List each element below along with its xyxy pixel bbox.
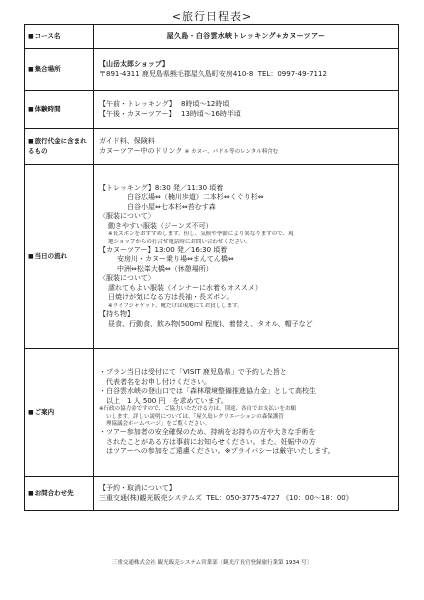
meeting-cell bbox=[94, 49, 399, 91]
note-4-cont-1: されたことがある方は事前にお知らせください。また、妊娠中の方 bbox=[106, 437, 316, 446]
label-meeting-text: 集合場所 bbox=[34, 64, 61, 73]
course-name: 屋久島・白谷雲水峡トレッキング+カヌーツアー bbox=[94, 25, 399, 49]
label-notes-text: ご案内 bbox=[34, 407, 55, 416]
label-time-text: 体験時間 bbox=[34, 104, 61, 113]
row-notes bbox=[25, 349, 399, 477]
meeting-address: 〒891-4311 鹿児島県熊毛郡屋久島町安房410-8 bbox=[99, 69, 254, 78]
outfit-3: 日焼けが気になる方は長袖・長ズボン。 bbox=[108, 293, 234, 302]
fee-line2 bbox=[99, 147, 393, 156]
canoe-route-2: 中洲⇔松峯大橋⇔（休憩場所） bbox=[117, 264, 213, 273]
trek-route-2: 白谷小屋⇔七本杉⇔苔むす森 bbox=[127, 202, 216, 211]
time-afternoon-label: 【午後・カヌーツアー】 bbox=[99, 109, 176, 118]
note-1-cont: 代表者名をお申し付けください。 bbox=[106, 377, 211, 386]
outfit-3-note: ※ライフジャケット、靴だけは現地にてお貸しします。 bbox=[108, 302, 243, 309]
fee-line2-note: ※ カヌー、パドル等のレンタル料含む bbox=[184, 148, 279, 155]
flow-cell bbox=[94, 165, 399, 349]
contact-heading: 【予約・取消について】 bbox=[99, 484, 176, 493]
trek-route-1: 白谷広場⇔（楠川歩道）二本杉⇔くぐり杉⇔ bbox=[127, 193, 264, 202]
contact-company: 三重交通(株)観光販売システムズ bbox=[99, 493, 202, 502]
row-contact bbox=[25, 477, 399, 511]
note-3: ※行政の協力金ですので、ご協力いただける方は、別途、各自でお支払いをお願 bbox=[99, 406, 297, 413]
note-1: ・プラン当日は受付にて「VISIT 鹿児島県」で予約した旨と bbox=[99, 368, 287, 377]
itinerary-table bbox=[24, 24, 399, 511]
note-3-cont-2: 理協議会ホームページ」をご覧ください。 bbox=[106, 420, 211, 427]
trek-heading: 【トレッキング】8:30 発／11:30 頃着 bbox=[99, 184, 224, 193]
canoe-route-1: 安房川・カヌー乗り場⇔まんてん橋⇔ bbox=[117, 255, 234, 264]
page-title: <旅行日程表> bbox=[171, 10, 253, 23]
row-meeting bbox=[25, 49, 399, 91]
note-2-cont: 以上 1 人 500 円 を求めています。 bbox=[106, 396, 228, 405]
outfit-1: 動きやすい服装（ジーンズ不可） bbox=[108, 221, 213, 230]
row-fee bbox=[25, 129, 399, 165]
note-4: ・ツアー参加者の安全確保のため、持病をお持ちの方や大きな手術を bbox=[99, 428, 316, 437]
time-afternoon bbox=[99, 110, 393, 119]
contact-hours: 《10：00〜18：00》 bbox=[282, 493, 353, 502]
outfit-heading-1: 〈服装について〉 bbox=[99, 212, 155, 221]
time-afternoon-value: 13時頃〜16時半頃 bbox=[181, 109, 241, 118]
outfit-1-note-2: 地ショップからの打合せ電話時にお問い合わせください。 bbox=[108, 238, 251, 245]
note-2: ・白谷雲水峡の登山口では「森林環境整備推進協力金」として高校生 bbox=[99, 387, 316, 396]
outfit-heading-2: 〈服装について〉 bbox=[99, 274, 155, 283]
contact-cell bbox=[94, 477, 399, 511]
footer-company: 三重交通株式会社 観光販売システム営業部〔観光庁長官登録旅行業第 1934 号〕 bbox=[111, 560, 313, 566]
row-flow bbox=[25, 165, 399, 349]
fee-line1: ガイド料、保険料 bbox=[99, 137, 155, 146]
meeting-address-line bbox=[99, 70, 393, 79]
label-fee: ■旅行代金に含まれるもの bbox=[25, 129, 94, 165]
time-cell bbox=[94, 91, 399, 129]
outfit-1-note-1: ※長ズボンをおすすめします。但し、気候や季節により異なりますので、現 bbox=[108, 231, 294, 238]
label-time: ■体験時間 bbox=[25, 91, 94, 129]
outfit-2: 濡れてもよい服装（インナーに水着もオススメ） bbox=[108, 283, 262, 292]
meeting-shop-name: 【山岳太郎ショップ】 bbox=[99, 60, 169, 69]
items-heading: 【持ち物】 bbox=[99, 310, 134, 319]
row-course bbox=[25, 25, 399, 49]
contact-tel: TEL：050-3775-4727 bbox=[206, 493, 280, 502]
contact-info bbox=[99, 494, 393, 503]
fee-cell bbox=[94, 129, 399, 165]
label-flow: ■当日の流れ bbox=[25, 165, 94, 349]
items-list: 昼食、行動食、飲み物(500ml 程度)、着替え、タオル、帽子など bbox=[108, 319, 313, 328]
note-3-cont-1: いします。詳しい説明については、「屋久島レクリエーションの森保護管 bbox=[106, 413, 284, 420]
label-meeting: ■集合場所 bbox=[25, 49, 94, 91]
label-notes: ■ご案内 bbox=[25, 349, 94, 477]
time-morning-value: 8時頃〜12時頃 bbox=[181, 100, 230, 109]
canoe-heading: 【カヌーツアー】13:00 発／16:30 頃着 bbox=[99, 246, 228, 255]
label-course: ■コース名 bbox=[25, 25, 94, 49]
time-morning-label: 【午前・トレッキング】 bbox=[99, 100, 176, 109]
label-course-text: コース名 bbox=[34, 31, 61, 40]
label-fee-text: 旅行代金に含まれるもの bbox=[28, 137, 87, 155]
label-contact-text: お問合わせ先 bbox=[34, 488, 74, 497]
row-time bbox=[25, 91, 399, 129]
notes-cell bbox=[94, 349, 399, 477]
time-morning bbox=[99, 100, 393, 109]
note-4-cont-2: はツアーへの参加をご遠慮ください。※プライバシーは厳守いたします。 bbox=[106, 447, 335, 456]
label-contact: ■お問合わせ先 bbox=[25, 477, 94, 511]
label-flow-text: 当日の流れ bbox=[34, 251, 68, 260]
meeting-tel: TEL：0997-49-7112 bbox=[257, 69, 327, 78]
fee-line2-main: カヌーツアー中のドリンク bbox=[99, 146, 183, 155]
